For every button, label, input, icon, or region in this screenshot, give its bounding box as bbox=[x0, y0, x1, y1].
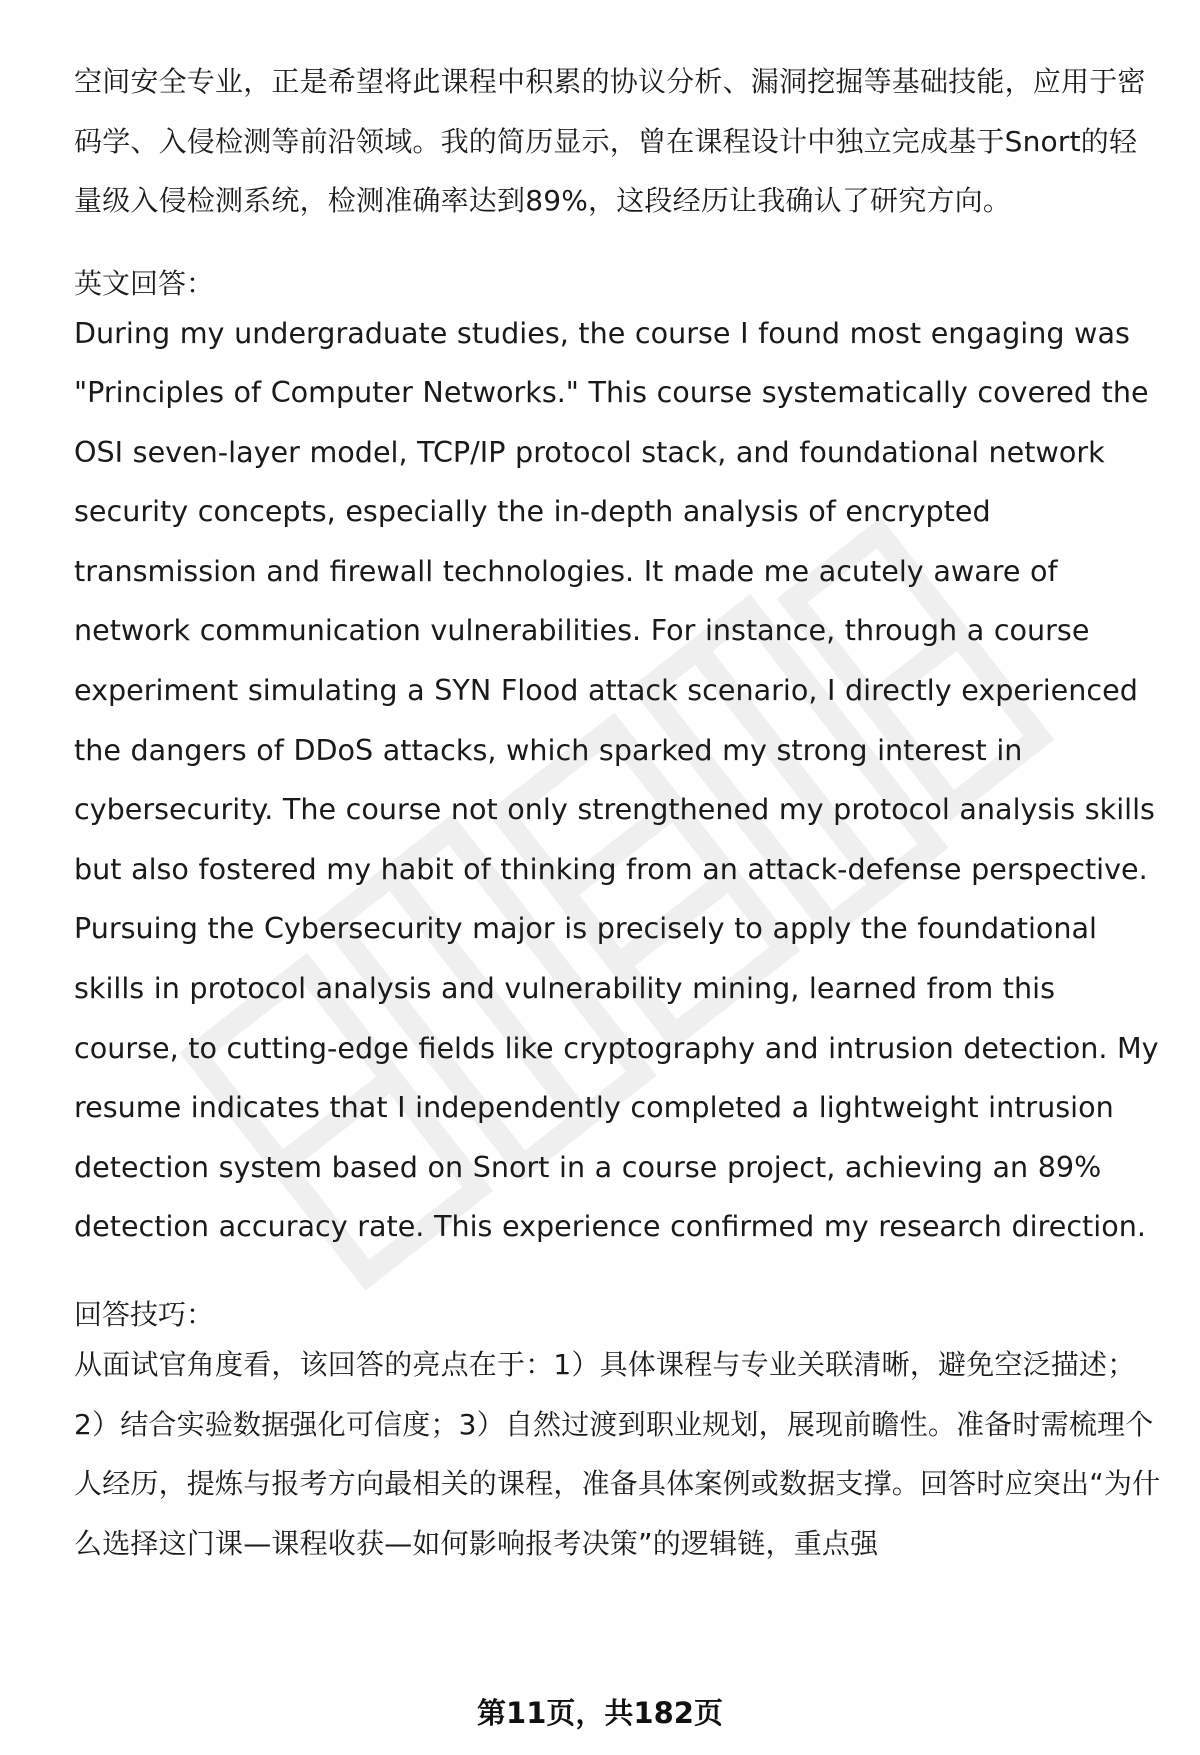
english-answer-label: 英文回答： bbox=[74, 266, 215, 300]
cn-intro-paragraph: 空间安全专业，正是希望将此课程中积累的协议分析、漏洞挖掘等基础技能，应用于密码学、入侵检测等前沿领域。我的简历显示，曾在课程设计中独立完成基于Snort的轻量级入侵检测系统，检测准确率达到89%，这段经历让我确认了研究方向。 bbox=[74, 65, 1146, 217]
tips-paragraph: 从面试官角度看，该回答的亮点在于：1）具体课程与专业关联清晰，避免空泛描述；2）结合实验数据强化可信度；3）自然过渡到职业规划，展现前瞻性。准备时需梳理个人经历，提炼与报考方向最相关的课程，准备具体案例或数据支撑。回答时应突出“为什么选择这门课—课程收获—如何影响报考决策”的逻辑链，重点强 bbox=[74, 1348, 1161, 1560]
tips-label: 回答技巧： bbox=[74, 1298, 215, 1331]
english-answer-paragraph: During my undergraduate studies, the course I found most engaging was "Principles of Computer Networks." This course systematically covered the OSI seven-layer model, TCP/IP protocol stack, and foundational network security concepts, especially the in-depth analysis of encrypted transmission and firewall technologies. It made me acutely aware of network communication vulnerabilities. For instance, through a course experiment simulating a SYN Flood attack scenario, I directly experienced the dangers of DDoS attacks, which sparked my strong interest in cybersecurity. The course not only strengthened my protocol analysis skills but also fostered my habit of thinking from an attack-defense perspective. Pursuing the Cybersecurity major is precisely to apply the foundational skills in protocol analysis and vulnerability mining, learned from this course, to cutting-edge fields like cryptography and intrusion detection. My resume indicates that I independently completed a lightweight intrusion detection system based on Snort in a course project, achieving an 89% detection accuracy rate. This experience confirmed my research direction. bbox=[74, 315, 1159, 1244]
page-indicator: 第11页，共182页 bbox=[477, 1696, 723, 1730]
document-body bbox=[74, 52, 1164, 1573]
